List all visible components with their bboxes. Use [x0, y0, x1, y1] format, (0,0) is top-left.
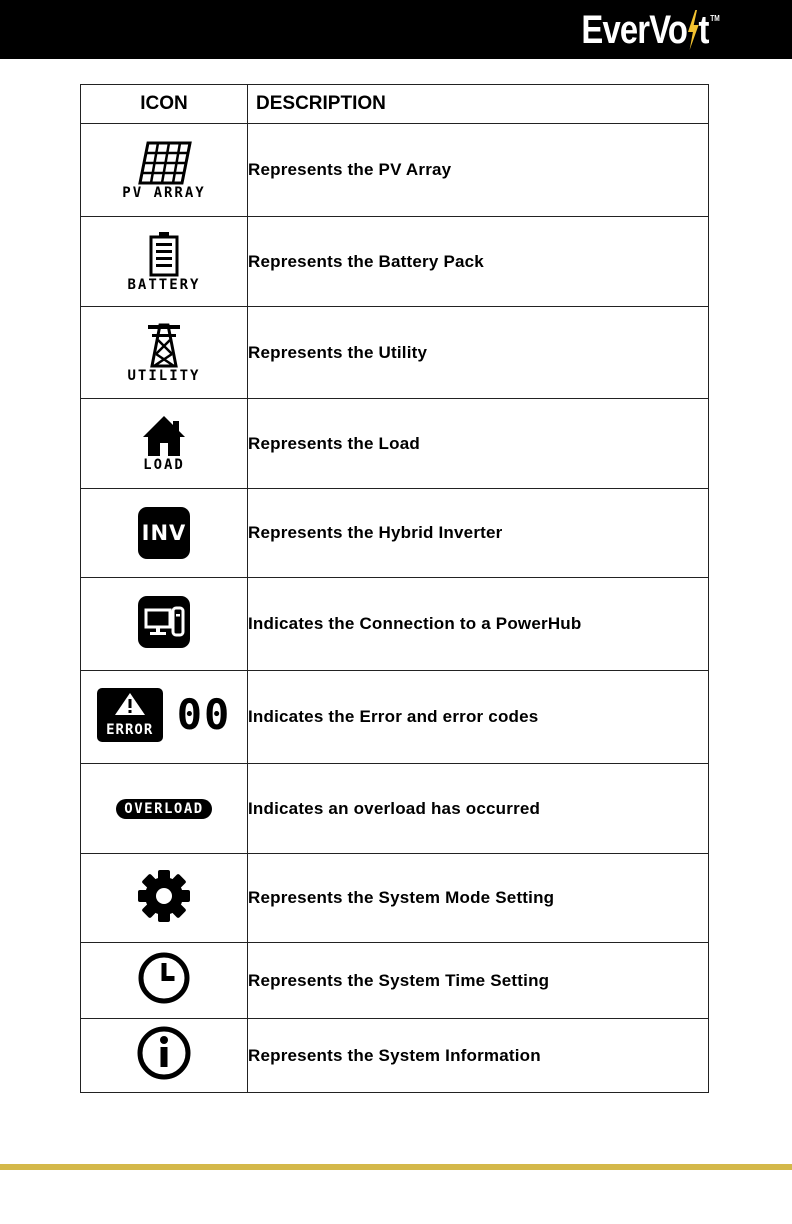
error-label: ERROR	[106, 721, 154, 738]
row-description: Represents the Load	[248, 399, 709, 489]
row-description: Represents the Utility	[248, 307, 709, 399]
error-badge	[97, 688, 163, 742]
table-row	[81, 1019, 709, 1093]
solar-panel-icon	[136, 141, 192, 185]
table-row	[81, 943, 709, 1019]
header-description: DESCRIPTION	[248, 85, 709, 124]
row-description: Indicates the Error and error codes	[248, 671, 709, 764]
utility-icon-group	[127, 322, 200, 383]
info-icon	[136, 1025, 192, 1081]
table-row	[81, 764, 709, 854]
inverter-icon	[138, 507, 190, 559]
trademark-mark: TM	[710, 14, 720, 23]
table-row	[81, 307, 709, 399]
table-row	[81, 854, 709, 943]
load-label: LOAD	[143, 457, 185, 473]
house-icon	[141, 415, 187, 457]
clock-icon	[137, 951, 191, 1005]
pv-array-icon	[122, 141, 205, 200]
inverter-label: INV	[141, 521, 187, 545]
header-bar	[0, 0, 792, 59]
table-row	[81, 399, 709, 489]
load-icon-group	[141, 415, 187, 472]
gear-icon	[137, 869, 191, 923]
utility-label: UTILITY	[127, 368, 201, 384]
footer-divider	[0, 1164, 792, 1170]
brand-name-left: EverVo	[581, 7, 688, 52]
error-indicator-group	[97, 688, 232, 742]
error-code: 00	[176, 689, 232, 739]
brand-logo	[582, 8, 720, 52]
table-row	[81, 124, 709, 217]
battery-icon	[149, 231, 179, 277]
computer-icon	[138, 596, 190, 648]
row-description: Represents the Hybrid Inverter	[248, 489, 709, 578]
table-row	[81, 578, 709, 671]
row-description: Indicates the Connection to a PowerHub	[248, 578, 709, 671]
row-description: Represents the System Time Setting	[248, 943, 709, 1019]
table-row	[81, 489, 709, 578]
icon-description-table	[80, 84, 709, 1093]
warning-icon	[114, 692, 146, 716]
row-description: Represents the System Mode Setting	[248, 854, 709, 943]
brand-name-right: t	[698, 7, 709, 52]
battery-icon-group	[127, 231, 200, 292]
table-row	[81, 217, 709, 307]
overload-label: OVERLOAD	[124, 800, 204, 817]
overload-icon	[116, 799, 211, 819]
table-row	[81, 671, 709, 764]
utility-tower-icon	[144, 322, 184, 368]
table-header-row	[81, 85, 709, 124]
battery-label: BATTERY	[127, 277, 201, 293]
row-description: Represents the System Information	[248, 1019, 709, 1093]
row-description: Represents the PV Array	[248, 124, 709, 217]
pv-array-label: PV ARRAY	[122, 184, 206, 201]
header-icon: ICON	[81, 85, 248, 124]
row-description: Represents the Battery Pack	[248, 217, 709, 307]
row-description: Indicates an overload has occurred	[248, 764, 709, 854]
